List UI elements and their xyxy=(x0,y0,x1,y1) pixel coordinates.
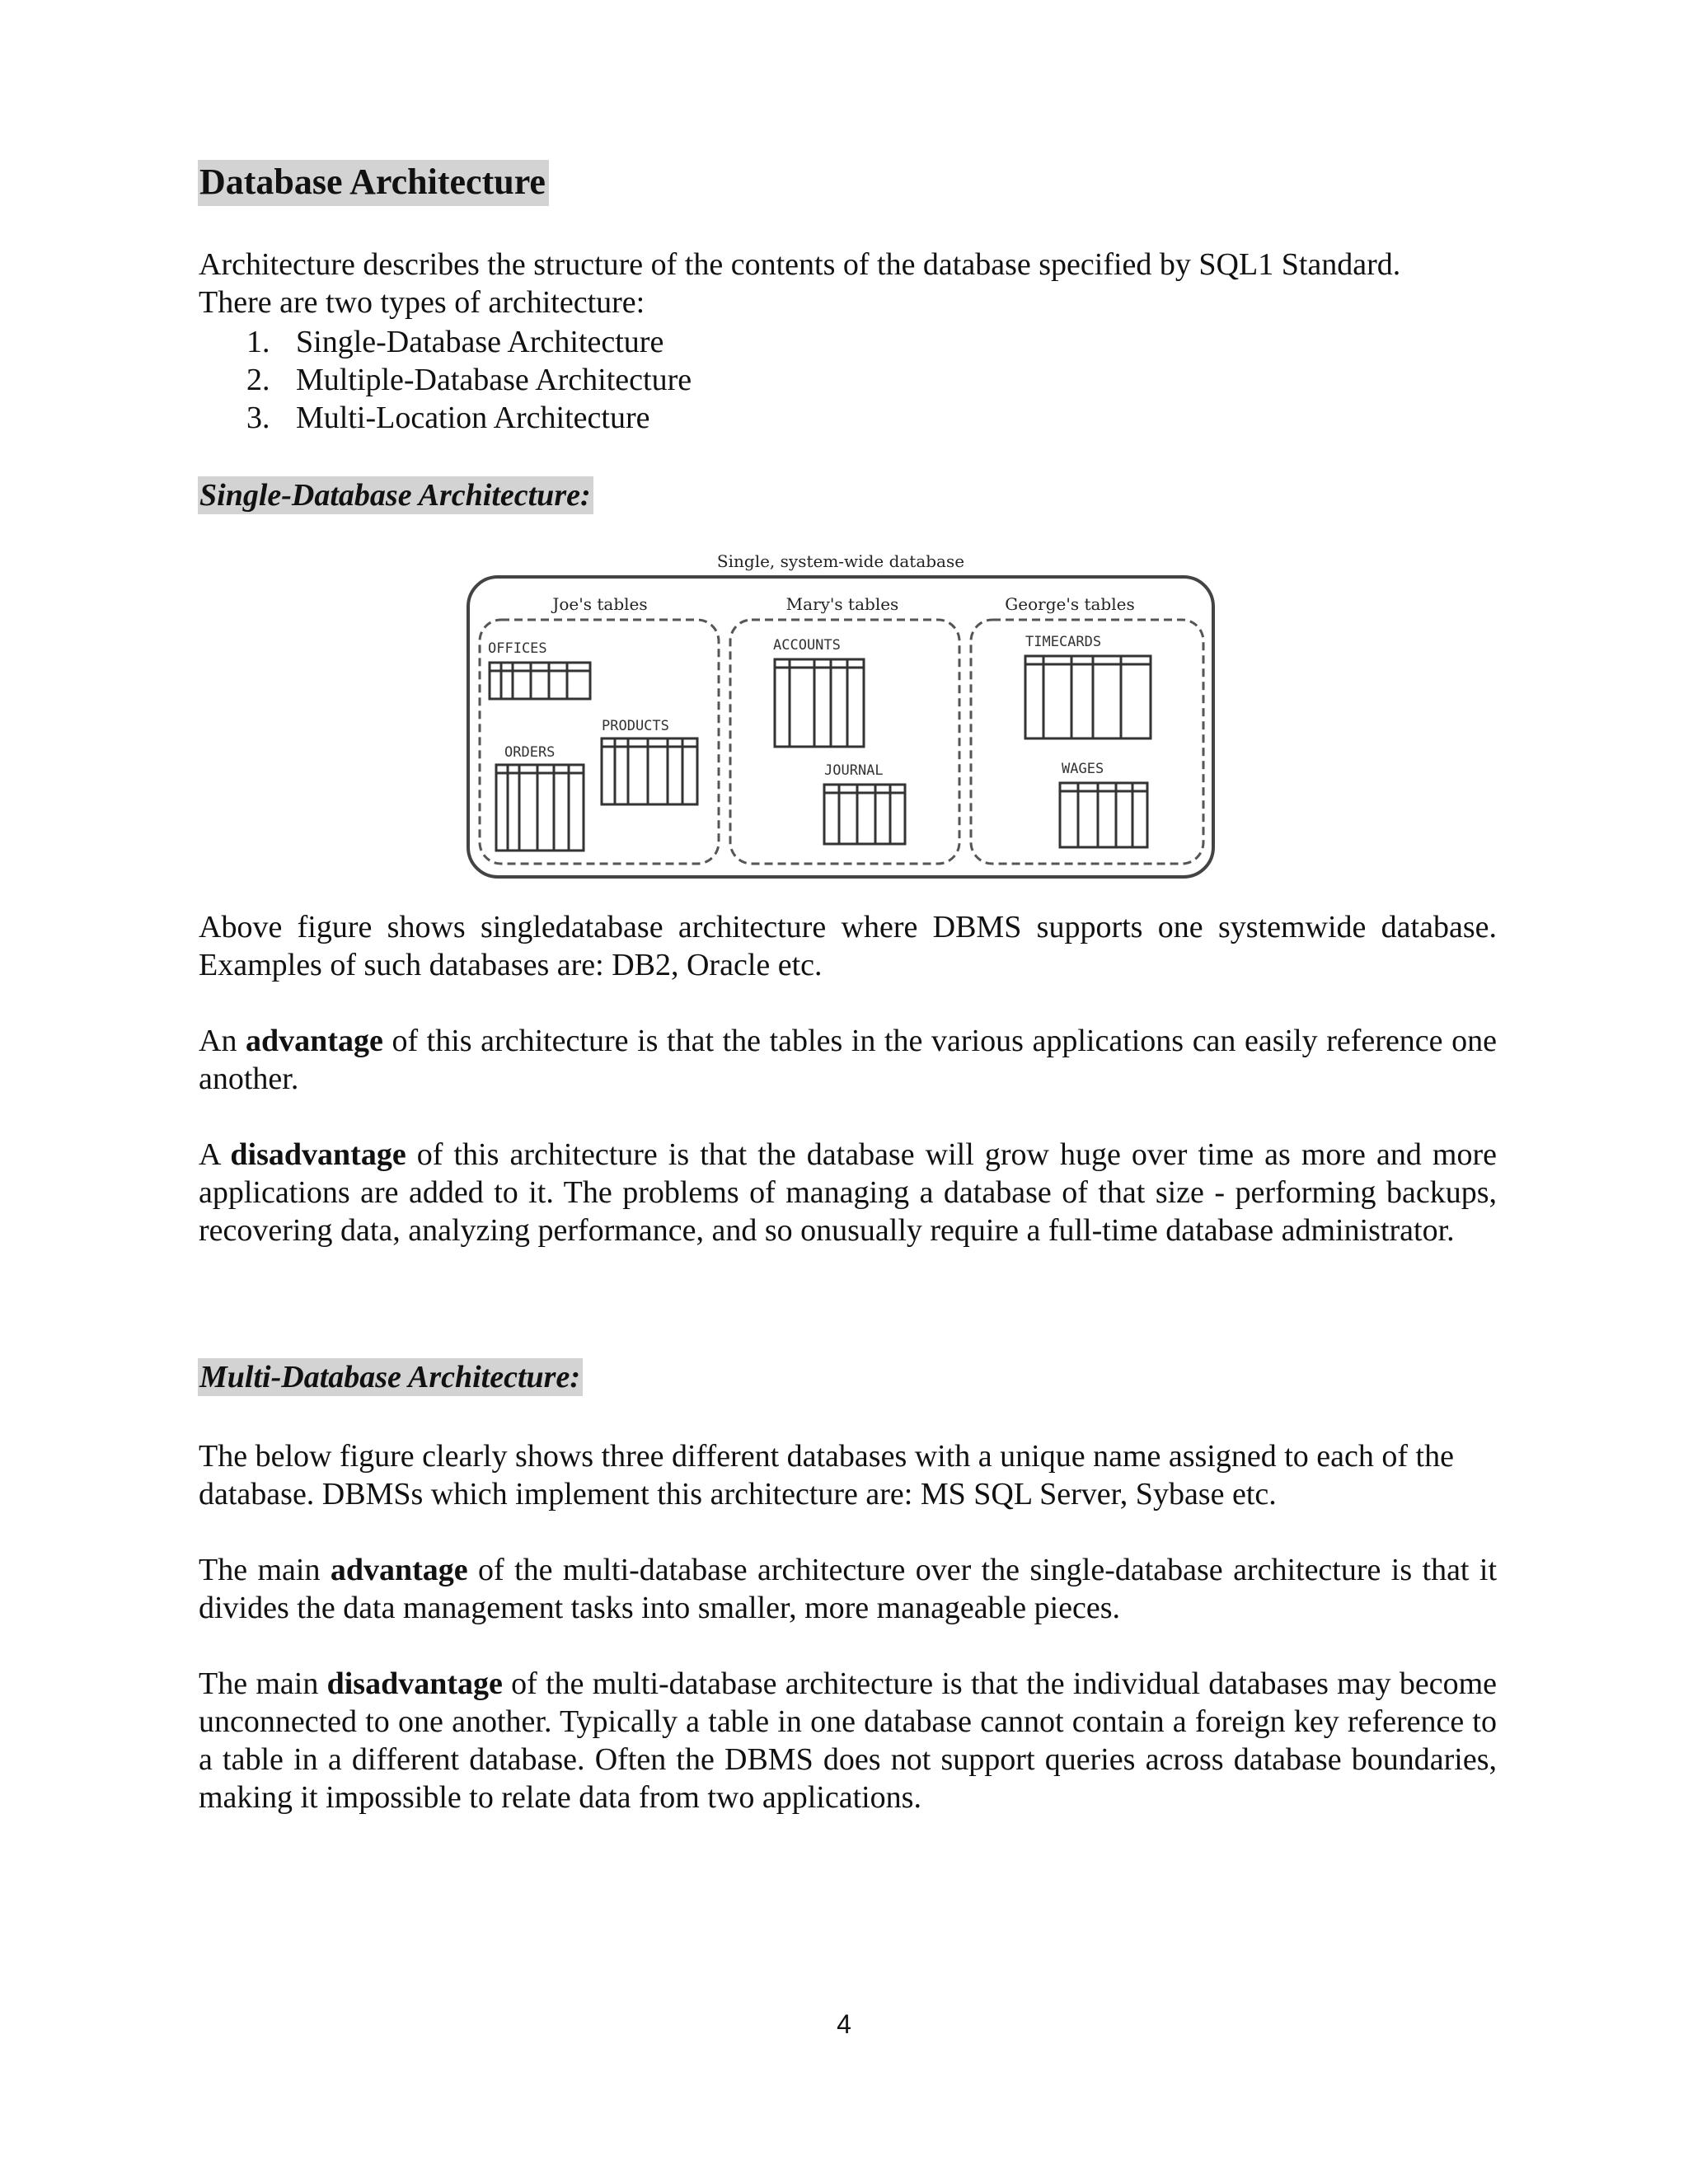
table-label: ORDERS xyxy=(504,744,556,761)
single-database-figure xyxy=(462,547,1220,885)
table-label: TIMECARDS xyxy=(1025,634,1102,650)
disadvantage-term: disadvantage xyxy=(230,1137,406,1172)
group-owner-label: George's tables xyxy=(1005,594,1135,614)
accounts-table-icon xyxy=(775,659,864,747)
single-advantage-paragraph xyxy=(199,1022,1497,1098)
text-run: of this architecture is that the database will grow huge over time as more and more applications are added to it. The problems of managing a database of that size - performing backups, recovering data, analyzing performance, and so onusually require a full-time database administrator. xyxy=(199,1137,1497,1248)
timecards-table-icon xyxy=(1025,656,1151,738)
disadvantage-term: disadvantage xyxy=(326,1666,503,1701)
list-item-label: Multiple-Database Architecture xyxy=(296,363,692,397)
architecture-list xyxy=(199,323,692,437)
single-database-heading: Single-Database Architecture: xyxy=(198,476,593,514)
table-label: ACCOUNTS xyxy=(773,637,841,654)
single-description-paragraph: Above figure shows singledatabase architecture where DBMS supports one systemwide database. Examples of such databases are: DB2, Oracle etc. xyxy=(199,910,1497,982)
text-run: of the multi-database architecture is that the individual databases may become unconnected to one another. Typically a table in one database cannot contain a foreign key reference to a table in a different database. Often the DBMS does not support queries across database boundaries, making it impossible to relate data from two applications. xyxy=(199,1666,1497,1815)
page-number: 4 xyxy=(837,2009,851,2039)
intro-paragraph xyxy=(199,246,1497,321)
multi-description-paragraph: The below figure clearly shows three different databases with a unique name assigned to each of the database. DBMSs which implement this architecture are: MS SQL Server, Sybase etc. xyxy=(199,1439,1454,1511)
text-run: of this architecture is that the tables in the various applications can easily reference one another. xyxy=(199,1024,1497,1096)
advantage-term: advantage xyxy=(246,1024,383,1058)
list-item-label: Multi-Location Architecture xyxy=(296,401,650,435)
list-item-label: Single-Database Architecture xyxy=(296,325,664,359)
table-label: OFFICES xyxy=(488,640,547,657)
list-item xyxy=(199,399,692,437)
offices-table-icon xyxy=(490,663,590,699)
group-owner-label: Joe's tables xyxy=(552,594,648,614)
text-run: A xyxy=(199,1137,231,1172)
journal-table-icon xyxy=(824,785,905,844)
list-item-number: 1. xyxy=(246,325,270,359)
table-label: PRODUCTS xyxy=(602,718,669,734)
list-item xyxy=(199,361,692,399)
orders-table-icon xyxy=(496,765,584,851)
intro-line-2: There are two types of architecture: xyxy=(199,285,645,320)
single-database-diagram xyxy=(462,547,1220,885)
figure-title: Single, system-wide database xyxy=(716,551,965,571)
single-disadvantage-paragraph xyxy=(199,1136,1497,1249)
system-database-outline xyxy=(468,577,1213,877)
multi-disadvantage-paragraph xyxy=(199,1665,1497,1816)
intro-line-1: Architecture describes the structure of the contents of the database specified by SQL1 Standard. xyxy=(199,247,1401,282)
products-table-icon xyxy=(602,738,697,804)
text-run: An xyxy=(199,1024,246,1058)
table-label: JOURNAL xyxy=(824,762,884,779)
list-item-number: 3. xyxy=(246,401,270,435)
list-item-number: 2. xyxy=(246,363,270,397)
table-label: WAGES xyxy=(1062,761,1104,777)
advantage-term: advantage xyxy=(330,1553,468,1587)
text-run: of the multi-database architecture over the single-database architecture is that it divides the data management tasks into smaller, more manageable pieces. xyxy=(199,1553,1497,1625)
group-owner-label: Mary's tables xyxy=(785,594,899,614)
multi-database-heading: Multi-Database Architecture: xyxy=(198,1358,583,1396)
group-boundary xyxy=(730,620,959,864)
multi-advantage-paragraph xyxy=(199,1551,1497,1627)
wages-table-icon xyxy=(1060,783,1147,847)
list-item xyxy=(199,323,692,361)
page-title: Database Architecture xyxy=(198,160,549,206)
text-run: The main xyxy=(199,1666,327,1701)
text-run: The main xyxy=(199,1553,331,1587)
